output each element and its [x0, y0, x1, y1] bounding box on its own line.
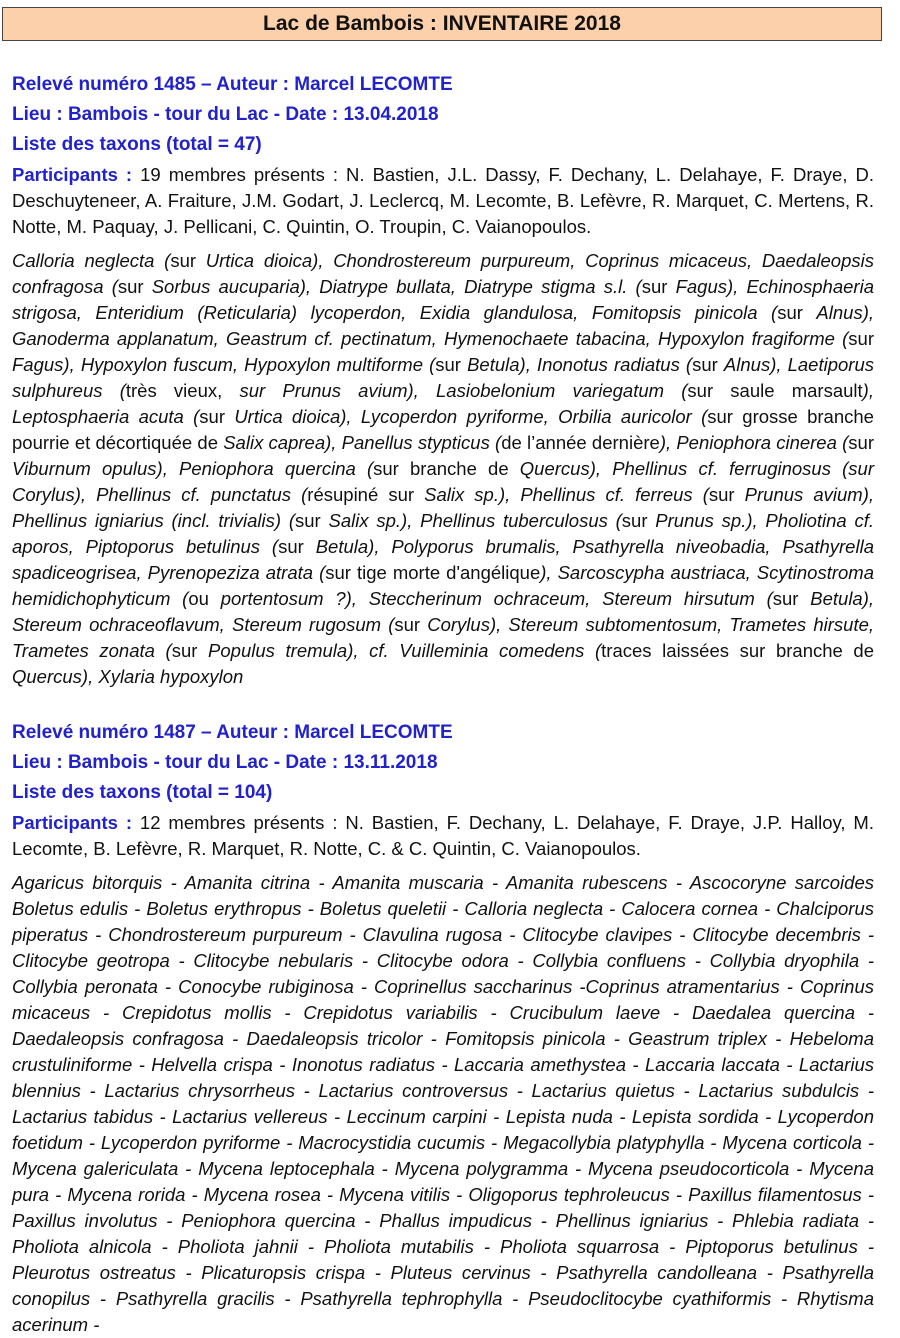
taxa-text-run: sur [117, 276, 152, 297]
taxa-text-run: Quercus), Xylaria hypoxylon [12, 666, 244, 687]
taxa-text-run: très vieux, [125, 380, 240, 401]
taxa-text-run: sur [278, 536, 316, 557]
taxa-text-run: Prunus sp.), Pholiotina cf. aporos, Piptoporus betulinus ( [12, 510, 874, 557]
taxa-text-run: traces laissées sur branche de [601, 640, 875, 661]
taxa-text-run: Fagus), Hypoxylon fuscum, Hypoxylon multiforme ( [12, 354, 436, 375]
taxa-text-run: ou [188, 588, 221, 609]
participants-text: 12 membres présents : N. Bastien, F. Dechany, L. Delahaye, F. Draye, J.P. Halloy, M. Lecomte, B. Lefèvre, R. Marquet, R. Notte, C. & C. Quintin, C. Vaianopoulos. [12, 812, 874, 859]
taxa-text-run: Salix caprea), Panellus stypticus ( [223, 432, 502, 453]
releve-1485 [12, 70, 874, 690]
taxa-text-run: Fagus), Echinosphaeria strigosa, Enteridium (Reticularia) lycoperdon, Exidia glandulosa, Fomitopsis pinicola ( [12, 276, 874, 323]
taxa-text-run: Populus tremula), cf. Vuilleminia comedens ( [208, 640, 602, 661]
taxa-text-run: ), Sarcoscypha austriaca, Scytinostroma hemidichophyticum ( [12, 562, 874, 609]
taxa-text-run: Betula), Polyporus brumalis, Psathyrella niveobadia, Psathyrella spadiceogrisea, Pyrenopeziza atrata ( [12, 536, 874, 583]
taxa-text-run: Betula), Inonotus radiatus ( [467, 354, 693, 375]
releve-header-place-date: Lieu : Bambois - tour du Lac - Date : 13.11.2018 [12, 752, 438, 773]
participants-label: Participants : [12, 164, 133, 185]
taxa-text-run: sur [170, 250, 206, 271]
taxa-text-run: Urtica dioica), Chondrostereum purpureum, Coprinus micaceus, Daedaleopsis confragosa ( [12, 250, 874, 297]
taxa-text-run: Corylus), Stereum subtomentosum, Trametes hirsute, Trametes zonata ( [12, 614, 875, 661]
taxa-text-run: Sorbus aucuparia), Diatrype bullata, Diatrype stigma s.l. ( [151, 276, 642, 297]
taxa-text-run: sur [708, 484, 745, 505]
taxa-text-run: sur branche de [373, 458, 520, 479]
taxa-text-run: sur [772, 588, 811, 609]
taxa-text-run: Prunus avium), Phellinus igniarius (incl. trivialis) ( [12, 484, 875, 531]
taxa-text-run: Calloria neglecta ( [12, 250, 171, 271]
taxa-text-run: sur saule marsault [687, 380, 863, 401]
participants-label: Participants : [12, 812, 132, 833]
taxa-text-run: ), Leptosphaeria acuta ( [12, 380, 874, 427]
releve-header-taxa-count: Liste des taxons (total = 47) [12, 134, 262, 155]
taxa-text-run: Alnus), Ganoderma applanatum, Geastrum cf. pectinatum, Hymenochaete tabacina, Hypoxylon fragiforme ( [12, 302, 874, 349]
releve-header-place-date: Lieu : Bambois - tour du Lac - Date : 13.04.2018 [12, 104, 439, 125]
taxa-text-run: sur tige morte d'angélique [325, 562, 541, 583]
taxa-text-run: sur grosse branche pourrie et décortiquée de [12, 406, 874, 453]
taxa-text-run: Betula), Stereum ochraceoflavum, Stereum rugosum ( [12, 588, 875, 635]
taxa-list [12, 870, 874, 1338]
taxa-text-run: sur [848, 328, 874, 349]
releve-header-author: Relevé numéro 1487 – Auteur : Marcel LECOMTE [12, 722, 453, 743]
taxa-text-run: Salix sp.), Phellinus tuberculosus ( [328, 510, 622, 531]
taxa-list [12, 248, 874, 690]
taxa-text-run: de l’année dernière [501, 432, 660, 453]
taxa-text-run: sur [777, 302, 817, 323]
taxa-text-run: sur [394, 614, 428, 635]
taxa-text-run: sur [171, 640, 209, 661]
releve-1487 [12, 718, 874, 1338]
taxa-text-run: sur [848, 432, 874, 453]
taxa-text-run: sur [295, 510, 329, 531]
taxa-text-run: sur [199, 406, 235, 427]
taxa-text-run: portentosum ?), Steccherinum ochraceum, Stereum hirsutum ( [220, 588, 773, 609]
taxa-text-run: sur [692, 354, 724, 375]
taxa-text-run: résupiné sur [307, 484, 425, 505]
participants [12, 810, 874, 862]
taxa-text-run: Agaricus bitorquis - Amanita citrina - Amanita muscaria - Amanita rubescens - Ascocoryne sarcoides Boletus edulis - Boletus erythropus - Boletus queletii - Calloria neglecta - Calocera cornea - Chalciporus piperatus - Chondrostereum purpureum - Clavulina rugosa - Clitocybe clavipes - Clitocybe decembris - Clitocybe geotropa - Clitocybe nebularis - Clitocybe odora - Collybia confluens - Collybia dryophila - Collybia peronata - Conocybe rubiginosa - Coprinellus saccharinus -Coprinus atramentarius - Coprinus micaceus - Crepidotus mollis - Crepidotus variabilis - Crucibulum laeve - Daedalea quercina - Daedaleopsis confragosa - Daedaleopsis tricolor - Fomitopsis pinicola - Geastrum triplex - Hebeloma crustuliniforme - Helvella crispa - Inonotus radiatus - Laccaria amethystea - Laccaria laccata - Lactarius blennius - Lactarius chrysorrheus - Lactarius controversus - Lactarius quietus - Lactarius subdulcis - Lactarius tabidus - Lactarius vellereus - Leccinum carpini - Lepista nuda - Lepista sordida - Lycoperdon foetidum - Lycoperdon pyriforme - Macrocystidia cucumis - Megacollybia platyphylla - Mycena corticola - Mycena galericulata - Mycena leptocephala - Mycena polygramma - Mycena pseudocorticola - Mycena pura - Mycena rorida - Mycena rosea - Mycena vitilis - Oligoporus tephroleucus - Paxillus filamentosus - Paxillus involutus - Peniophora quercina - Phallus impudicus - Phellinus igniarius - Phlebia radiata - Pholiota alnicola - Pholiota jahnii - Pholiota mutabilis - Pholiota squarrosa - Piptoporus betulinus - Pleurotus ostreatus - Plicaturopsis crispa - Pluteus cervinus - Psathyrella candolleana - Psathyrella conopilus - Psathyrella gracilis - Psathyrella tephrophylla - Pseudoclitocybe cyathiformis - Rhytisma acerinum - [12, 872, 874, 1335]
releve-header-author: Relevé numéro 1485 – Auteur : Marcel LECOMTE [12, 74, 453, 95]
taxa-text-run: Salix sp.), Phellinus cf. ferreus ( [424, 484, 709, 505]
taxa-text-run: sur [621, 510, 656, 531]
taxa-text-run: ), Peniophora cinerea ( [659, 432, 849, 453]
taxa-text-run: Viburnum opulus), Peniophora quercina ( [12, 458, 374, 479]
taxa-text-run: sur [435, 354, 468, 375]
taxa-text-run: sur [641, 276, 676, 297]
participants [12, 162, 874, 240]
releve-header-taxa-count: Liste des taxons (total = 104) [12, 782, 273, 803]
taxa-text-run: Alnus), Laetiporus sulphureus ( [12, 354, 874, 401]
taxa-text-run: Quercus), Phellinus cf. ferruginosus (sur Corylus), Phellinus cf. punctatus ( [12, 458, 874, 505]
taxa-text-run: Urtica dioica), Lycoperdon pyriforme, Orbilia auricolor ( [234, 406, 708, 427]
page-title: Lac de Bambois : INVENTAIRE 2018 [2, 7, 882, 41]
taxa-text-run: sur Prunus avium), Lasiobelonium variegatum ( [239, 380, 688, 401]
participants-text: 19 membres présents : N. Bastien, J.L. Dassy, F. Dechany, L. Delahaye, F. Draye, D. Deschuyteneer, A. Fraiture, J.M. Godart, J. Leclercq, M. Lecomte, B. Lefèvre, R. Marquet, C. Mertens, R. Notte, M. Paquay, J. Pellicani, C. Quintin, O. Troupin, C. Vaianopoulos. [12, 164, 874, 237]
